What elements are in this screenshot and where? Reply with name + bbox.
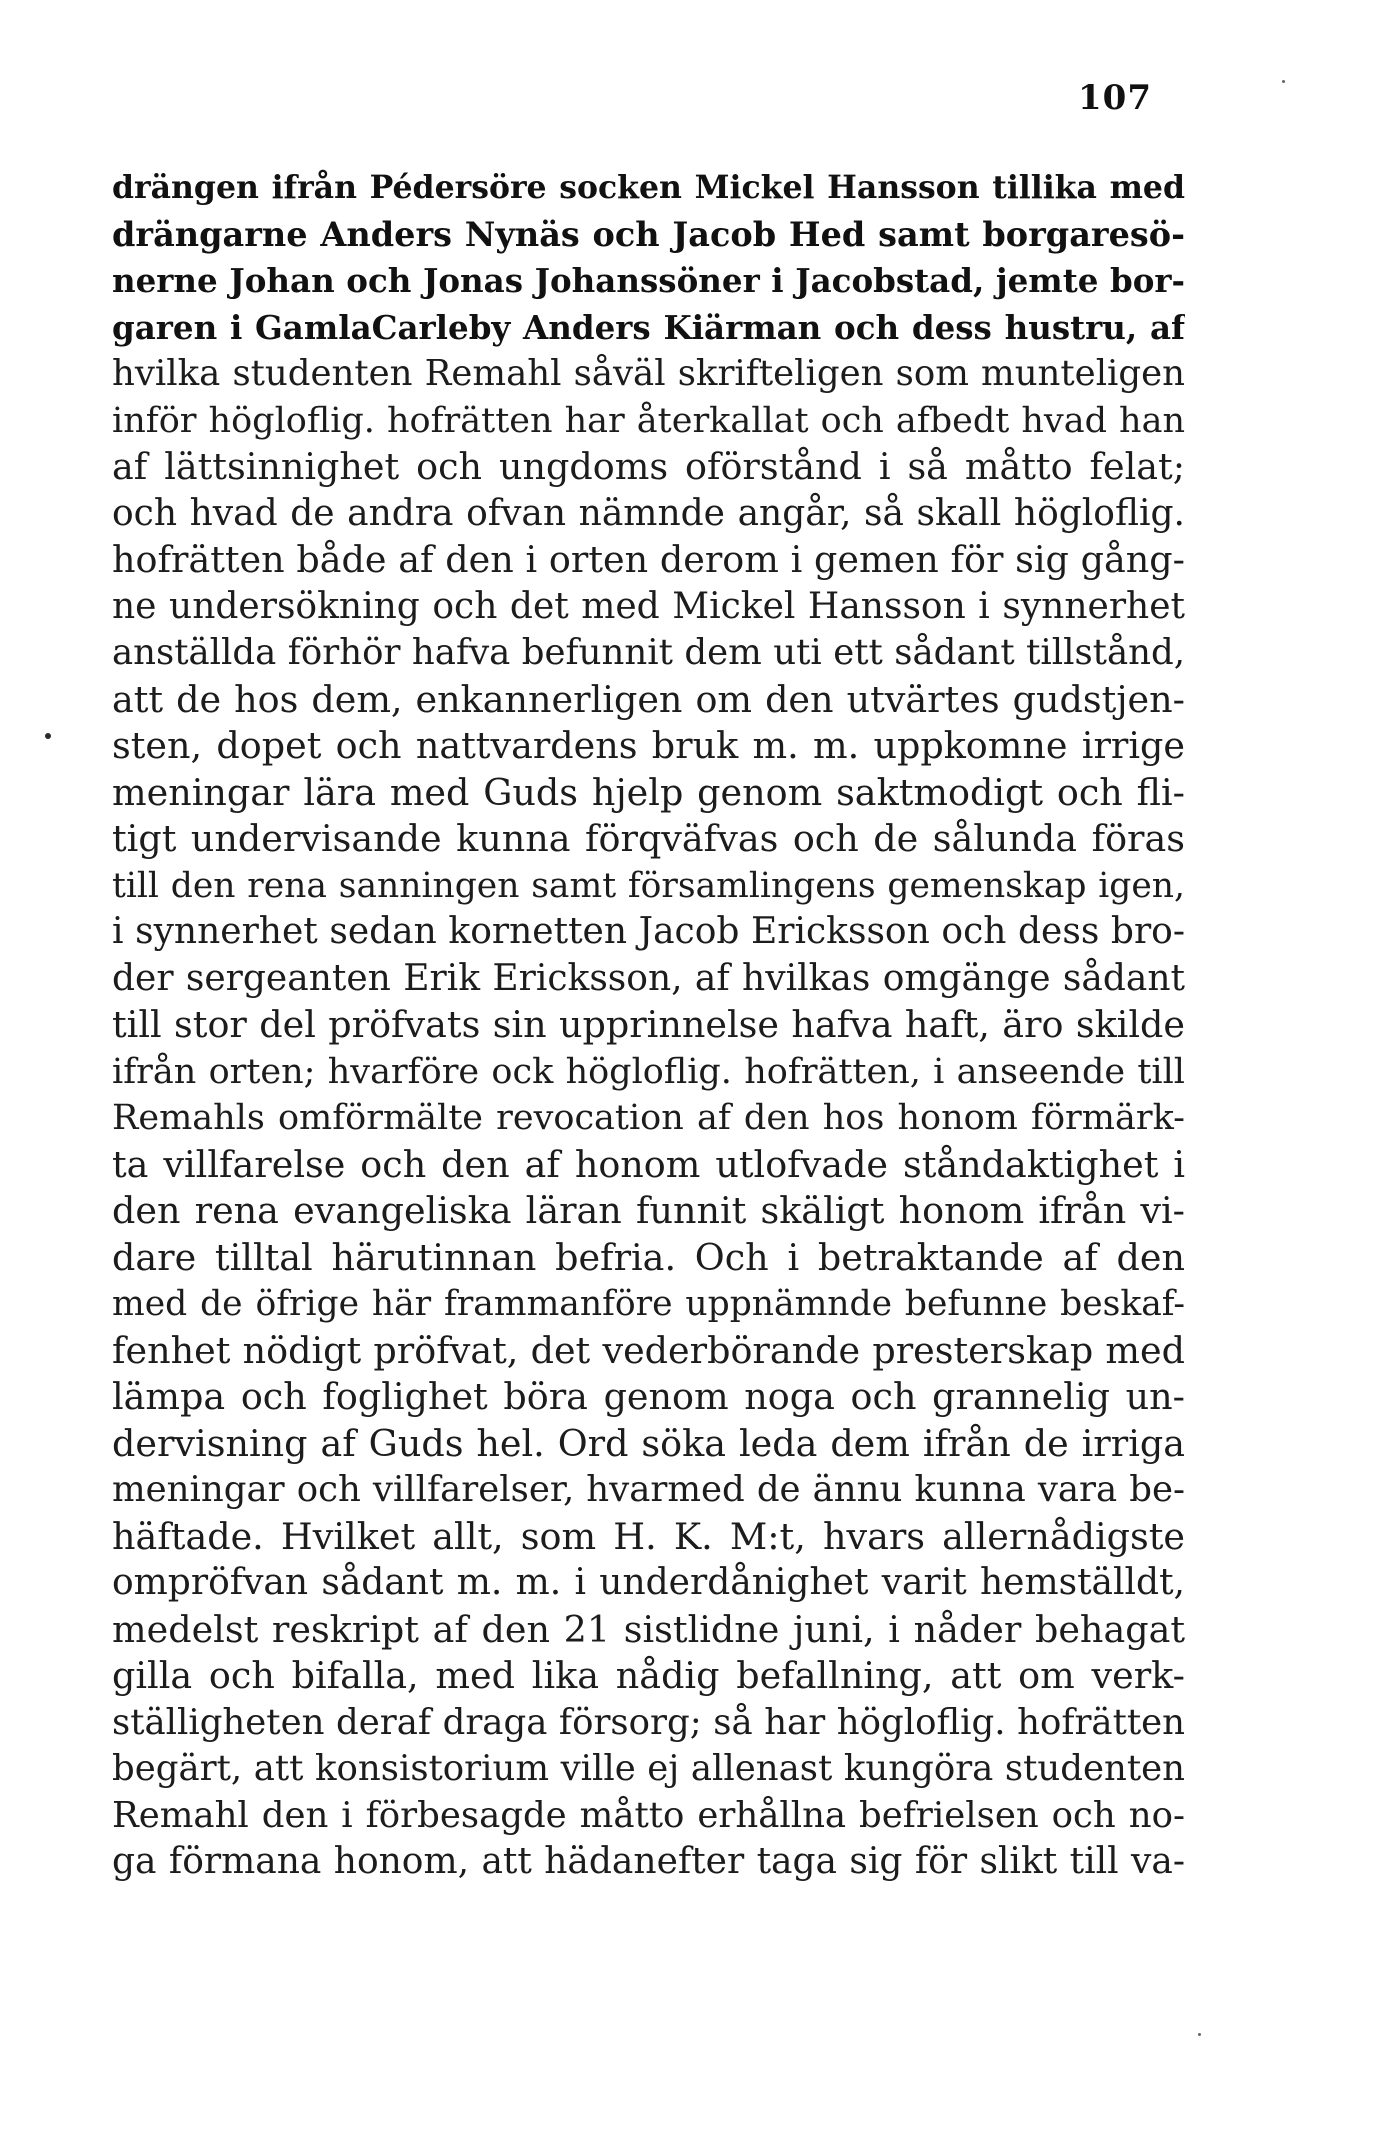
text-line: dervisning af Guds hel. Ord söka leda dem ifrån de irriga	[112, 1421, 1185, 1465]
text-line: der sergeanten Erik Ericksson, af hvilkas omgänge sådant	[112, 957, 1185, 999]
text-line: ifrån orten; hvarföre ock högloflig. hofrätten, i anseende till	[112, 1051, 1185, 1092]
text-line: Remahls omförmälte revocation af den hos honom förmärk-	[112, 1098, 1185, 1138]
text-line: meningar och villfarelser, hvarmed de ännu kunna vara be-	[112, 1469, 1185, 1510]
text-line: lämpa och foglighet böra genom noga och grannelig un-	[112, 1375, 1185, 1418]
text-line: med de öfrige här frammanföre uppnämnde befunne beskaf-	[112, 1284, 1185, 1324]
text-line: inför högloflig. hofrätten har återkallat och afbedt hvad han	[112, 400, 1185, 441]
text-line: till den rena sanningen samt församlingens gemenskap igen,	[112, 865, 1185, 906]
text-line: ga förmana honom, att hädanefter taga sig för slikt till va-	[112, 1841, 1185, 1882]
text-line: meningar lära med Guds hjelp genom saktmodigt och fli-	[112, 770, 1185, 814]
text-line: drängarne Anders Nynäs och Jacob Hed samt borgaresö-	[112, 214, 1185, 254]
text-line: hofrätten både af den i orten derom i gemen för sig gång-	[112, 538, 1185, 581]
text-line: af lättsinnighet och ungdoms oförstånd i så måtto felat;	[112, 445, 1185, 488]
text-line: tigt undervisande kunna förqväfvas och de sålunda föras	[112, 817, 1185, 860]
text-line: fenhet nödigt pröfvat, det vederbörande presterskap med	[112, 1328, 1185, 1372]
print-speck	[45, 733, 51, 739]
text-line: drängen ifrån Pédersöre socken Mickel Hansson tillika med	[112, 169, 1185, 206]
text-line: häftade. Hvilket allt, som H. K. M:t, hvars allernådigste	[112, 1514, 1185, 1558]
text-line: Remahl den i förbesagde måtto erhållna befrielsen och no-	[112, 1794, 1185, 1836]
print-speck	[1282, 80, 1285, 83]
text-line: ne undersökning och det med Mickel Hansson i synnerhet	[112, 585, 1185, 627]
text-line: i synnerhet sedan kornetten Jacob Ericksson och dess bro-	[112, 911, 1185, 952]
text-line: den rena evangeliska läran funnit skäligt honom ifrån vi-	[112, 1189, 1185, 1232]
text-line: att de hos dem, enkannerligen om den utvärtes gudstjen-	[112, 677, 1185, 721]
text-line: medelst reskript af den 21 sistlidne juni, i nåder behagat	[112, 1607, 1185, 1651]
text-line: hvilka studenten Remahl såväl skrifteligen som munteligen	[112, 353, 1185, 394]
text-line: garen i GamlaCarleby Anders Kiärman och dess hustru, af	[112, 307, 1185, 347]
text-line: till stor del pröfvats sin upprinnelse hafva haft, äro skilde	[112, 1003, 1185, 1046]
body-text	[112, 165, 1185, 1886]
text-line: ompröfvan sådant m. m. i underdånighet varit hemställdt,	[112, 1562, 1185, 1603]
text-line: nerne Johan och Jonas Johanssöner i Jacobstad, jemte bor-	[112, 261, 1185, 300]
text-line: ställigheten deraf draga försorg; så har högloflig. hofrätten	[112, 1701, 1185, 1743]
text-line: sten, dopet och nattvardens bruk m. m. uppkomne irrige	[112, 724, 1185, 767]
text-line: gilla och bifalla, med lika nådig befallning, att om verk-	[112, 1654, 1185, 1697]
text-line: begärt, att konsistorium ville ej allenast kungöra studenten	[112, 1748, 1185, 1789]
text-line: och hvad de andra ofvan nämnde angår, så skall högloflig.	[112, 492, 1185, 534]
text-line: ta villfarelse och den af honom utlofvade ståndaktighet i	[112, 1142, 1185, 1186]
page-number: 107	[1078, 78, 1152, 118]
text-line: dare tilltal härutinnan befria. Och i betraktande af den	[112, 1235, 1185, 1279]
print-speck	[1198, 2033, 1201, 2036]
text-line: anställda förhör hafva befunnit dem uti ett sådant tillstånd,	[112, 632, 1185, 673]
